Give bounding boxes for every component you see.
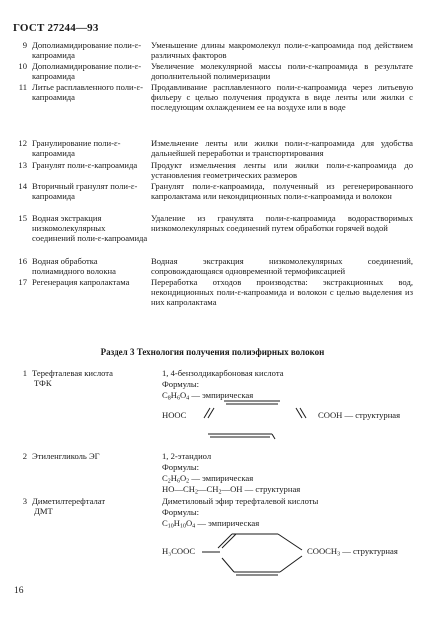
term-name: Водная экстракция низкомолекулярных соединений поли-ε-капроамида	[32, 213, 148, 243]
term-name: Терефталевая кислота ТФК	[32, 368, 113, 388]
section-title: Раздел 3 Технология получения полиэфирных волокон	[100, 347, 325, 357]
term-name: Диметилтерефталат ДМТ	[32, 496, 106, 516]
term-definition: Продавливание расплавленного поли-ε-капроамида через литьевую фильеру с целью получения продукта в виде ленты или жилки с последующим охлаждением ее на воздухе или в воде	[151, 82, 413, 112]
structural-right: $COOCH_3$ — структурная	[307, 546, 398, 558]
benzene-ring-diagram	[192, 530, 312, 578]
term-definition: Измельчение ленты или жилки поли-ε-капроамида для удобства дальнейшей переработки и транспортирования	[151, 138, 413, 158]
term-number: 14	[18, 181, 27, 191]
term-name: Дополиамидирование поли-ε-капроамида	[32, 61, 142, 81]
structural-formula: $HO—CH_2—CH_2—OH$ — структурная	[162, 484, 301, 496]
term-number: 15	[18, 213, 27, 223]
formulas-label: Формулы:	[162, 507, 200, 517]
term-name: Дополиамидирование поли-ε-капроамида	[32, 40, 142, 60]
term-number: 1	[22, 368, 27, 378]
page-number: 16	[14, 586, 24, 596]
term-number: 2	[22, 451, 27, 461]
term-definition: Увеличение молекулярной массы поли-ε-капроамида в результате дополнительной полимеризации	[151, 61, 413, 81]
term-definition: Гранулят поли-ε-капроамида, полученный из регенерированного капролактама или некондиционных поли-ε-капроамида и волокон	[151, 181, 413, 201]
term-definition: Водная экстракция низкомолекулярных соединений, сопровождающаяся одновременной термофиксацией	[151, 256, 413, 276]
compound-name: 1, 2-этандиол	[162, 451, 212, 461]
term-number: 10	[18, 61, 27, 71]
empirical-formula: $C_2H_6O_2$ — эмпирическая	[162, 473, 254, 485]
term-name: Этиленгликоль ЭГ	[32, 451, 100, 461]
empirical-formula: $C_8H_6O_4$ — эмпирическая	[162, 390, 254, 402]
term-number: 16	[18, 256, 27, 266]
term-name: Вторичный гранулят поли-ε-капроамида	[32, 181, 138, 201]
term-name: Водная обработка полиамидного волокна	[32, 256, 116, 276]
term-name: Литье расплавленного поли-ε-капроамида	[32, 82, 143, 102]
term-number: 17	[18, 277, 27, 287]
term-number: 3	[22, 496, 27, 506]
term-name: Гранулирование поли-ε-капроамида	[32, 138, 121, 158]
compound-name: Диметиловый эфир терефталевой кислоты	[162, 496, 319, 506]
benzene-ring-diagram	[196, 396, 316, 440]
term-number: 12	[18, 138, 27, 148]
term-name: Гранулят поли-ε-капроамида	[32, 160, 138, 170]
term-definition: Переработка отходов производства: экстракционных вод, некондиционных поли-ε-капроамида и волокон с целью выделения из них капролактама	[151, 277, 413, 307]
term-number: 9	[22, 40, 27, 50]
formulas-label: Формулы:	[162, 462, 200, 472]
structural-left: H₃COOC	[162, 546, 196, 556]
structural-left: HOOC	[162, 410, 187, 420]
term-definition: Продукт измельчения ленты или жилки поли-ε-капроамида до установления геометрических размеров	[151, 160, 413, 180]
term-number: 13	[18, 160, 27, 170]
compound-name: 1, 4-бензолдикарбоновая кислота	[162, 368, 284, 378]
term-definition: Удаление из гранулята поли-ε-капроамида водорастворимых низкомолекулярных соединений путем обработки горячей водой	[151, 213, 413, 233]
document-header: ГОСТ 27244—93	[13, 22, 99, 34]
term-definition: Уменьшение длины макромолекул поли-ε-капроамида под действием различных факторов	[151, 40, 413, 60]
term-name: Регенерация капролактама	[32, 277, 130, 287]
empirical-formula: $C_{10}H_{10}O_4$ — эмпирическая	[162, 518, 260, 530]
formulas-label: Формулы:	[162, 379, 200, 389]
term-number: 11	[18, 82, 27, 92]
structural-right: COOH — структурная	[318, 410, 401, 420]
